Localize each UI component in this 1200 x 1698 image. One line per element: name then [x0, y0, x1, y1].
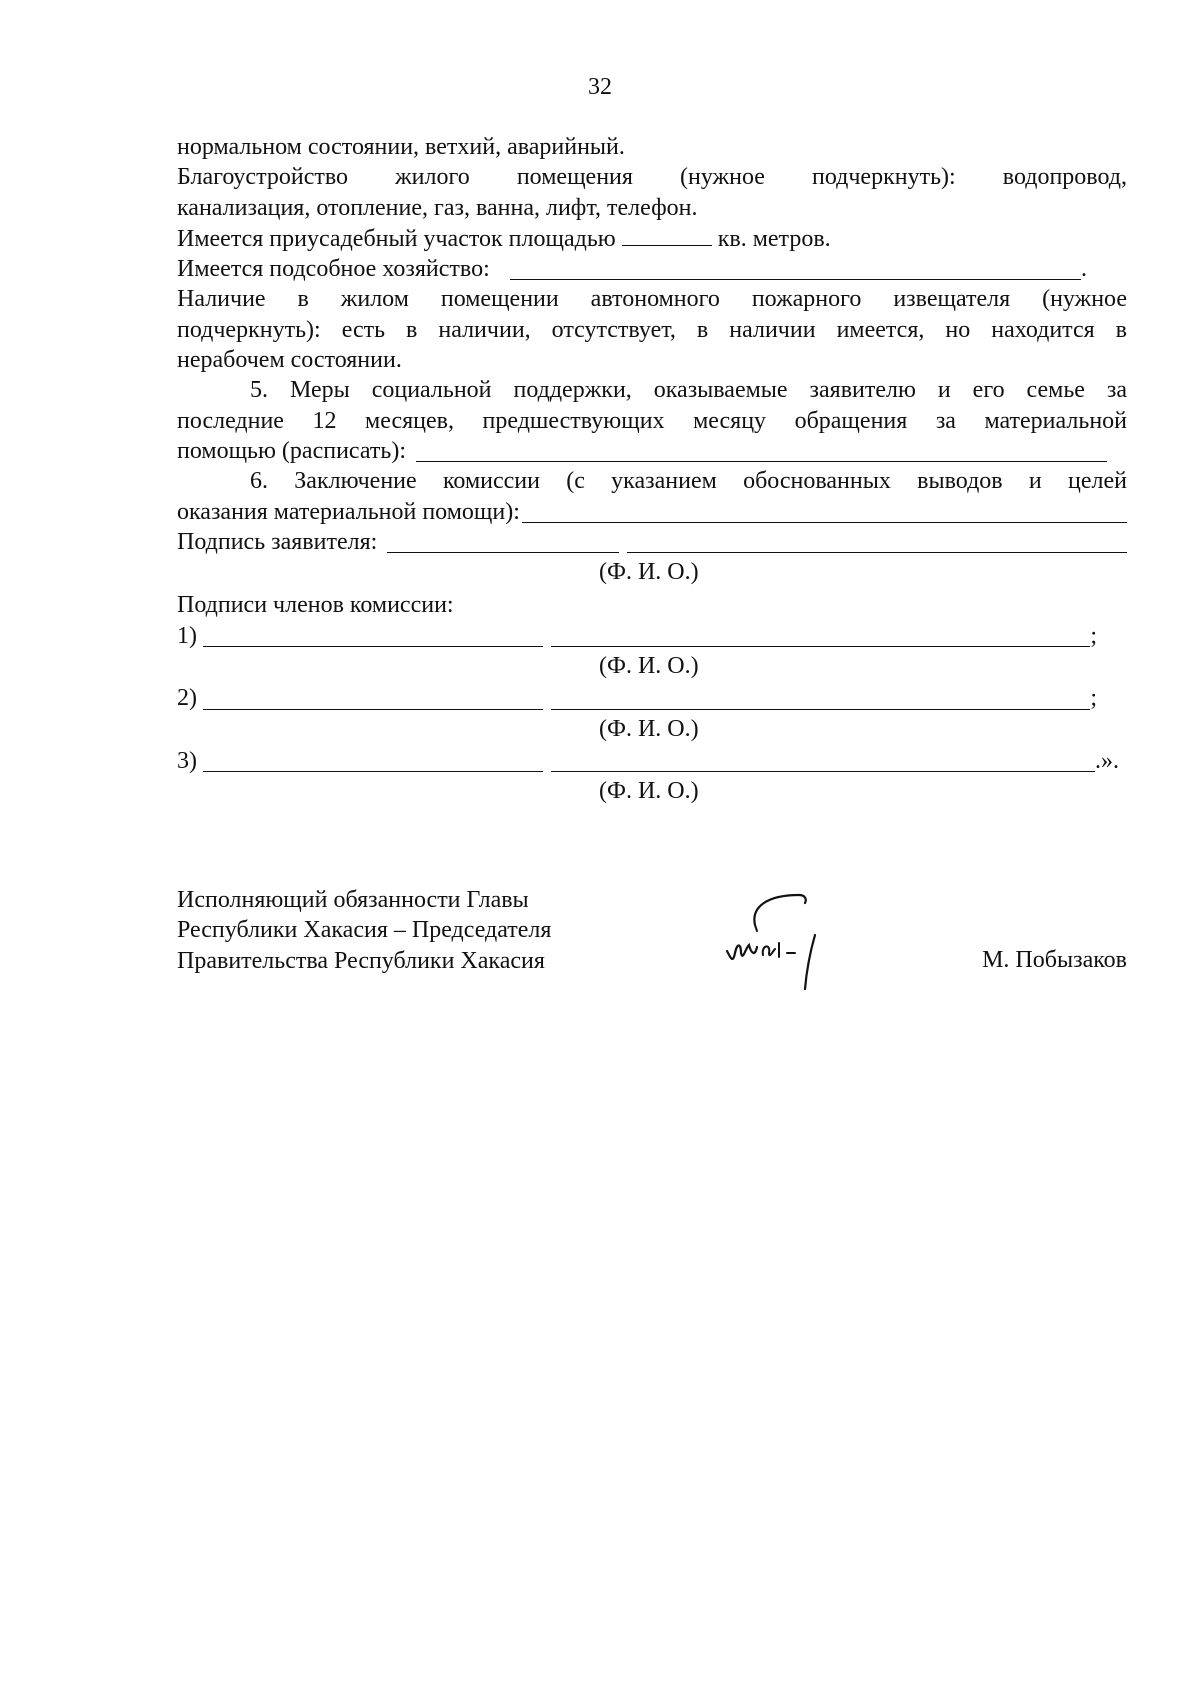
plot-area-suffix: кв. метров. — [717, 225, 831, 252]
member-signature-blank[interactable] — [203, 749, 543, 772]
item5-line3 — [177, 436, 1107, 466]
signatory-title-line3: Правительства Республики Хакасия — [177, 947, 545, 974]
member-fio-caption: (Ф. И. О.) — [599, 653, 699, 680]
farm-line — [177, 254, 1087, 284]
signatory-title-line1: Исполняющий обязанности Главы — [177, 887, 529, 913]
plot-area-prefix: Имеется приусадебный участок площадью — [177, 225, 616, 252]
page-number: 32 — [588, 74, 612, 100]
members-heading: Подписи членов комиссии: — [177, 592, 454, 619]
plot-area-blank[interactable] — [622, 223, 712, 246]
handwritten-signature-icon — [717, 873, 837, 993]
signatory-name: М. Побызаков — [982, 947, 1127, 973]
item6-blank[interactable] — [522, 500, 1127, 523]
member-number: 2) — [177, 685, 197, 712]
member-number: 3) — [177, 747, 197, 774]
member-fio-blank[interactable] — [551, 687, 1090, 710]
member-fio-blank[interactable] — [551, 624, 1090, 647]
paragraph-housing-condition: нормальном состоянии, ветхий, аварийный. — [177, 134, 625, 160]
item5-blank[interactable] — [416, 439, 1107, 462]
member-row-3 — [177, 746, 1119, 776]
farm-suffix: . — [1081, 256, 1087, 283]
item6-line2 — [177, 497, 1127, 527]
member-row-2 — [177, 683, 1097, 713]
member-row-end: ; — [1090, 685, 1097, 712]
applicant-fio-blank[interactable] — [627, 530, 1127, 553]
farm-blank[interactable] — [510, 257, 1081, 280]
item5-line2: последние 12 месяцев, предшествующих месяцу обращения за материальной — [177, 407, 1127, 434]
item6-line1: 6. Заключение комиссии (с указанием обоснованных выводов и целей — [250, 468, 1127, 495]
detector-line2: подчеркнуть): есть в наличии, отсутствует, в наличии имеется, но находится в — [177, 316, 1127, 343]
member-row-end: ; — [1090, 622, 1097, 649]
detector-line1: Наличие в жилом помещении автономного пожарного извещателя (нужное — [177, 286, 1127, 313]
member-signature-blank[interactable] — [203, 687, 543, 710]
paragraph-amenities-line2: канализация, отопление, газ, ванна, лифт, телефон. — [177, 194, 698, 221]
applicant-signature-blank[interactable] — [387, 530, 619, 553]
member-number: 1) — [177, 622, 197, 649]
member-fio-caption: (Ф. И. О.) — [599, 715, 699, 742]
applicant-signature-label: Подпись заявителя: — [177, 528, 378, 555]
applicant-fio-caption: (Ф. И. О.) — [599, 559, 699, 586]
signatory-title — [177, 885, 551, 976]
detector-line3: нерабочем состоянии. — [177, 347, 402, 374]
member-fio-caption: (Ф. И. О.) — [599, 778, 699, 805]
member-signature-blank[interactable] — [203, 624, 543, 647]
farm-prefix: Имеется подсобное хозяйство: — [177, 256, 490, 283]
applicant-signature-line — [177, 527, 1127, 557]
plot-area-line — [177, 223, 1127, 254]
item6-line2-text: оказания материальной помощи): — [177, 498, 520, 525]
member-row-1 — [177, 621, 1097, 651]
item5-line1: 5. Меры социальной поддержки, оказываемые заявителю и его семье за — [250, 377, 1127, 404]
member-fio-blank[interactable] — [551, 749, 1095, 772]
signatory-title-line2: Республики Хакасия – Председателя — [177, 917, 552, 944]
item5-line3-text: помощью (расписать): — [177, 437, 406, 464]
paragraph-amenities-line1: Благоустройство жилого помещения (нужное подчеркнуть): водопровод, — [177, 164, 1127, 191]
document-body — [177, 132, 1127, 807]
member-row-end: .». — [1095, 747, 1119, 774]
